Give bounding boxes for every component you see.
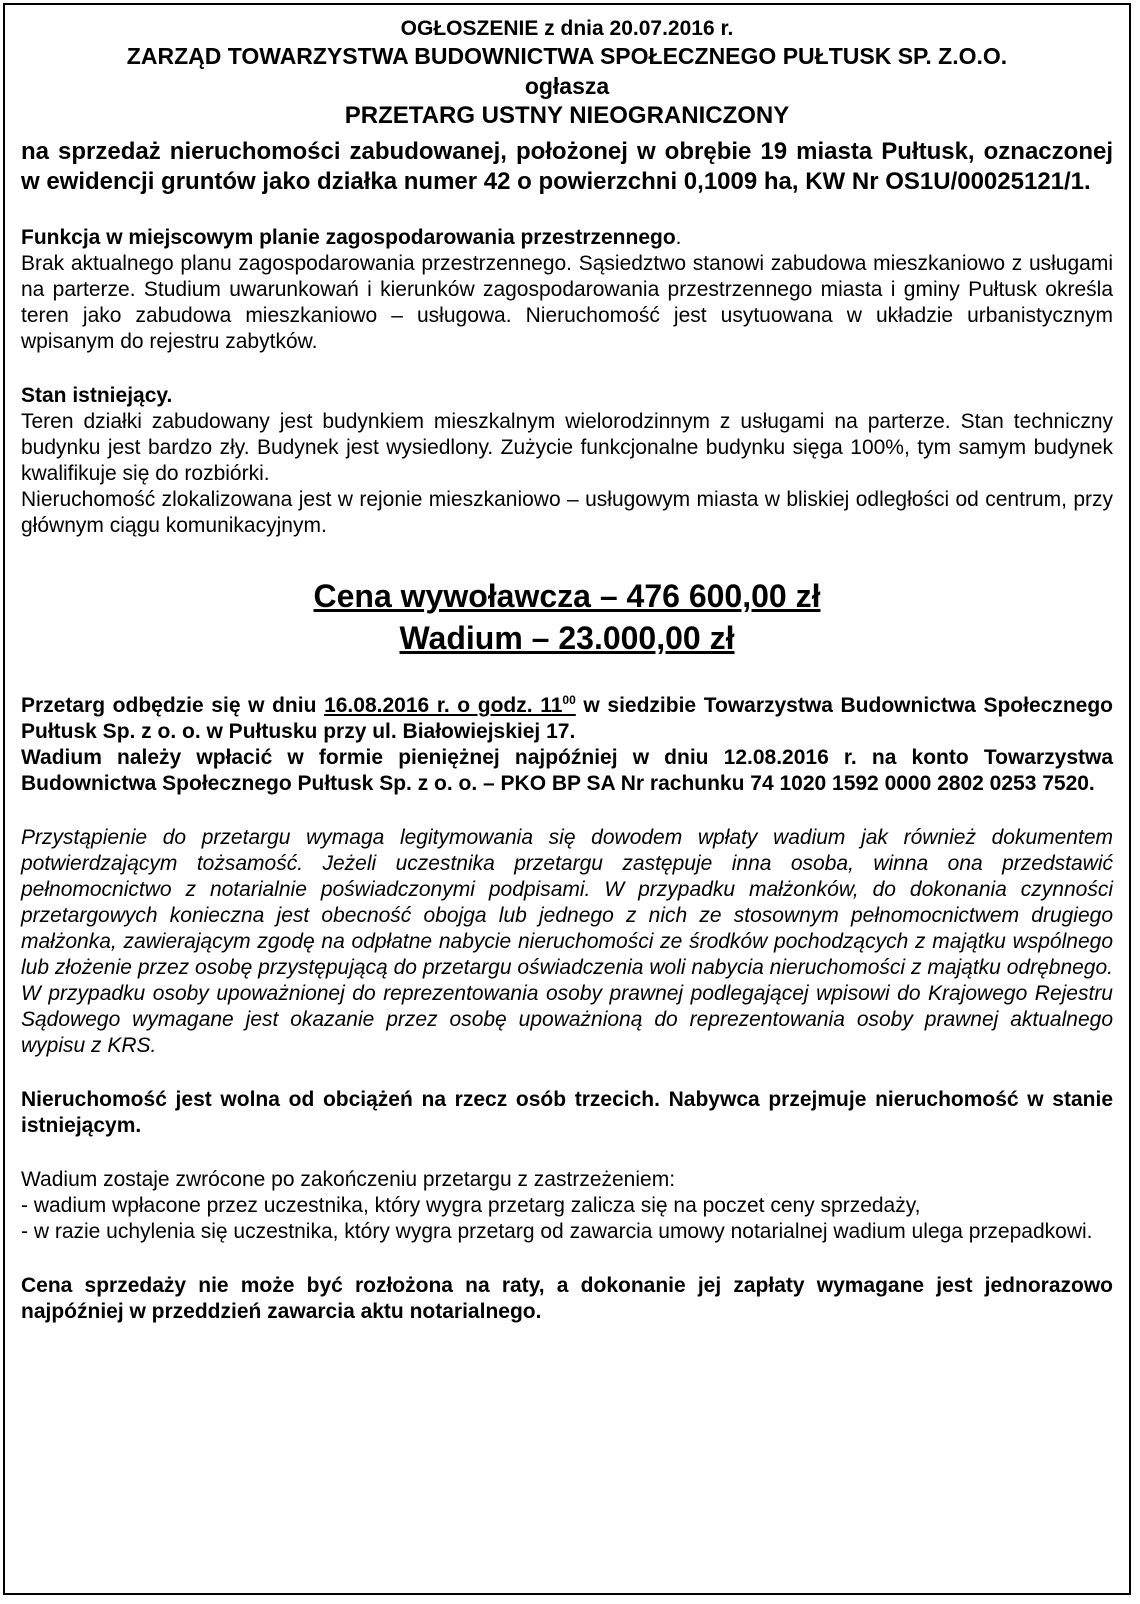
property-description: na sprzedaż nieruchomości zabudowanej, położonej w obrębie 19 miasta Pułtusk, oznaczonej w ewidencji gruntów jako działka numer 42 o powierzchni 0,1009 ha, KW Nr OS1U/00025121/1. (21, 138, 1113, 195)
starting-price: Cena wywoławcza – 476 600,00 zł (313, 578, 821, 614)
state-text-1: Teren działki zabudowany jest budynkiem mieszkalnym wielorodzinnym z usługami na parterze. Stan techniczny budynku jest bardzo zły. Budynek jest wysiedlony. Zużycie funkcjonalne budynku sięga 100%, tym samym budynek kwalifikuje się do rozbiórki. (21, 410, 1113, 485)
function-text: Brak aktualnego planu zagospodarowania przestrzennego. Sąsiedztwo stanowi zabudowa mieszkaniowo z usługami na parterze. Studium uwarunkowań i kierunków zagospodarowania przestrzennego miasta i gminy Pułtusk określa teren jako zabudowa mieszkaniowo – usługowa. Nieruchomość jest usytuowana w układzie urbanistycznym wpisanym do rejestru zabytków. (21, 252, 1113, 353)
deposit-amount: Wadium – 23.000,00 zł (399, 620, 735, 656)
auction-minutes: 00 (562, 693, 576, 707)
deposit-return-item-1: - wadium wpłacone przez uczestnika, który wygra przetarg zalicza się na poczet ceny sprzedaży, (21, 1194, 921, 1217)
tender-type: PRZETARG USTNY NIEOGRANICZONY (344, 102, 790, 129)
auction-date (324, 694, 576, 717)
auction-date-intro: Przetarg odbędzie się w dniu (21, 694, 325, 717)
state-text-2: Nieruchomość zlokalizowana jest w rejonie mieszkaniowo – usługowym miasta w bliskiej odległości od centrum, przy głównym ciągu komunikacyjnym. (21, 488, 1113, 537)
deposit-payment-paragraph: Wadium należy wpłacić w formie pieniężnej najpóźniej w dniu 12.08.2016 r. na konto Towarzystwa Budownictwa Społecznego Pułtusk Sp. z o. o. – PKO BP SA Nr rachunku 74 1020 1592 0000 2802 0253 7520. (21, 746, 1113, 795)
board-name: ZARZĄD TOWARZYSTWA BUDOWNICTWA SPOŁECZNEGO PUŁTUSK SP. Z.O.O. (126, 43, 1008, 69)
deposit-return-item-2: - w razie uchylenia się uczestnika, który wygra przetarg od zawarcia umowy notarialnej wadium ulega przepadkowi. (21, 1220, 1093, 1243)
announcement-content (5, 5, 1129, 1325)
announcement-date: OGŁOSZENIE z dnia 20.07.2016 r. (400, 17, 734, 40)
function-section (21, 225, 1113, 251)
auction-date-text: 16.08.2016 r. o godz. 11 (324, 694, 563, 717)
announces-word: ogłasza (524, 73, 610, 99)
auction-location: w siedzibie Towarzystwa Budownictwa Społecznego Pułtusk Sp. z o. o. w Pułtusku przy ul. Białowiejskiej 17. (21, 694, 1113, 743)
auction-date-paragraph (21, 693, 1113, 745)
deposit-return-intro: Wadium zostaje zwrócone po zakończeniu przetargu z zastrzeżeniem: (21, 1168, 676, 1191)
payment-terms: Cena sprzedaży nie może być rozłożona na raty, a dokonanie jej zapłaty wymagane jest jednorazowo najpóźniej w przeddzień zawarcia aktu notarialnego. (21, 1274, 1113, 1323)
state-heading: Stan istniejący. (21, 384, 173, 407)
announcement-frame (3, 3, 1131, 1595)
function-heading-dot: . (675, 226, 682, 249)
function-heading: Funkcja w miejscowym planie zagospodarowania przestrzennego (21, 226, 676, 249)
participation-conditions: Przystąpienie do przetargu wymaga legitymowania się dowodem wpłaty wadium jak również dokumentem potwierdzającym tożsamość. Jeżeli uczestnika przetargu zastępuje inna osoba, winna ona przedstawić pełnomocnictwo z notarialnie poświadczonymi podpisami. W przypadku małżonków, do dokonania czynności przetargowych konieczna jest obecność obojga lub jednego z nich ze stosownym pełnomocnictwem drugiego małżonka, zawierającym zgodę na odpłatne nabycie nieruchomości ze środków pochodzących z majątku wspólnego lub złożenie przez osobę przystępującą do przetargu oświadczenia woli nabycia nieruchomości z majątku odrębnego. W przypadku osoby upoważnionej do reprezentowania osoby prawnej podlegającej wpisowi do Krajowego Rejestru Sądowego wymagane jest okazanie przez osobę upoważnioną do reprezentowania osoby prawnej aktualnego wypisu z KRS. (21, 826, 1113, 1057)
encumbrances-paragraph: Nieruchomość jest wolna od obciążeń na rzecz osób trzecich. Nabywca przejmuje nieruchomość w stanie istniejącym. (21, 1088, 1113, 1137)
